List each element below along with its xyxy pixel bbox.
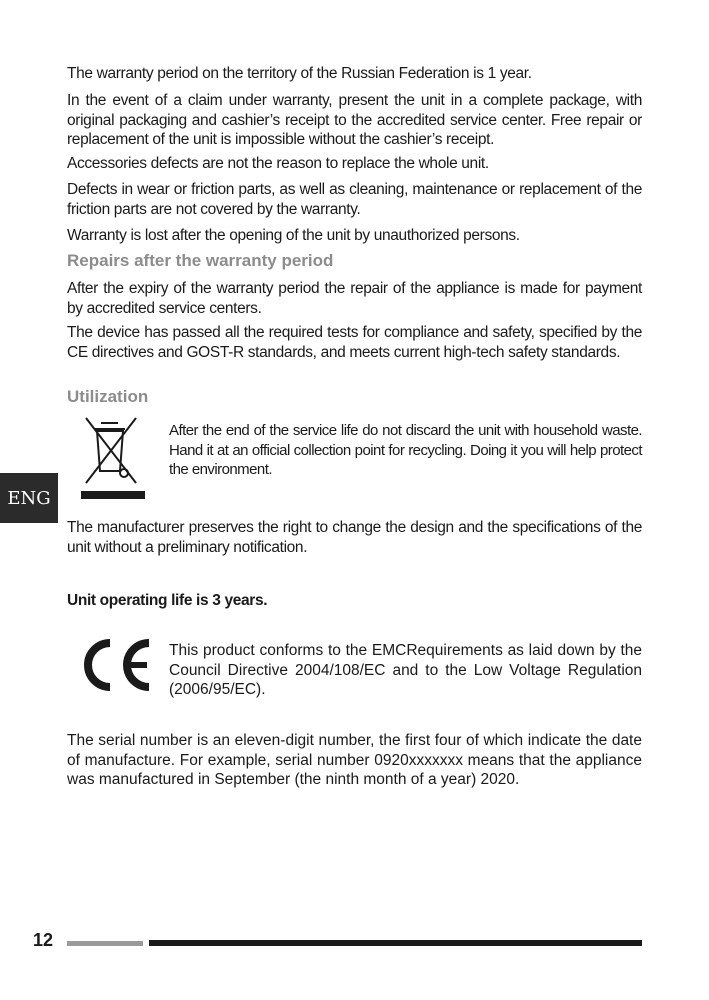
footer-bar-grey [67,941,143,946]
warranty-claim-text: In the event of a claim under warranty, present the unit in a complete package, with original packaging and cashier’s receipt to the accredited service center. Free repair or replacement of the unit is impossible without the cashier’s receipt. [67,92,642,149]
ce-mark-icon [77,637,153,693]
friction-parts-text: Defects in wear or friction parts, as well as cleaning, maintenance or replacement of the friction parts are not covered by the warranty. [67,181,642,218]
footer-bar-black [149,940,642,946]
repairs-heading: Repairs after the warranty period [67,251,334,270]
warranty-period-text: The warranty period on the territory of the Russian Federation is 1 year. [67,65,532,82]
utilization-heading: Utilization [67,387,149,406]
page-number: 12 [33,930,54,950]
utilization-text: After the end of the service life do not discard the unit with household waste. Hand it at an official collection point for recycling. Doing it you will help protect the environment. [169,422,642,478]
compliance-text: The device has passed all the required tests for compliance and safety, specified by the CE directives and GOST-R standards, and meets current high-tech safety standards. [67,324,642,361]
language-tab: ENG [0,473,58,523]
warranty-lost-text: Warranty is lost after the opening of the unit by unauthorized persons. [67,227,520,244]
repairs-text: After the expiry of the warranty period the repair of the appliance is made for payment by accredited service centers. [67,280,642,317]
weee-bin-icon [81,413,149,503]
accessories-text: Accessories defects are not the reason to replace the whole unit. [67,155,489,172]
ce-conformity-text: This product conforms to the EMCRequirements as laid down by the Council Directive 2004/108/EC and to the Low Voltage Regulation (2006/95/EC). [169,642,642,699]
operating-life: Unit operating life is 3 years. [67,592,268,609]
manufacturer-note: The manufacturer preserves the right to change the design and the specifications of the unit without a preliminary notification. [67,519,642,556]
serial-number-text: The serial number is an eleven-digit number, the first four of which indicate the date of manufacture. For example, serial number 0920xxxxxxx means that the appliance was manufactured in September (the ninth month of a year) 2020. [67,732,642,789]
